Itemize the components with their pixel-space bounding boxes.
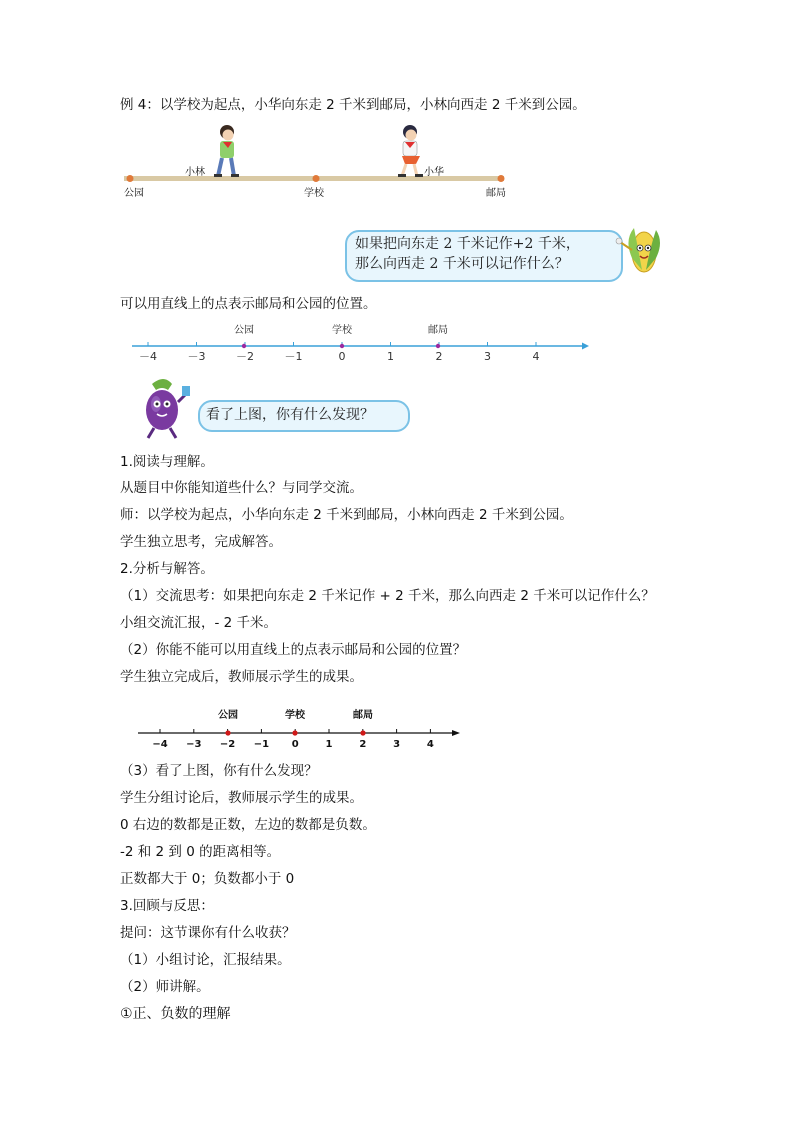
nl1-tick-label: 1: [387, 350, 394, 363]
nl2-tick-label: −3: [186, 739, 202, 750]
body2-line-8: （1）小组讨论，汇报结果。: [120, 952, 291, 968]
example-text: 例 4：以学校为起点，小华向东走 2 千米到邮局，小林向西走 2 千米到公园。: [120, 97, 586, 113]
body2-line-3: 0 右边的数都是正数，左边的数都是负数。: [120, 817, 376, 833]
nl1-dot-park: [242, 344, 246, 348]
nl1-tick-label: 3: [484, 350, 491, 363]
label-xiaolin: 小林: [185, 167, 205, 178]
speech-bubble-discovery: [198, 400, 410, 432]
body-line-6: （1）交流思考：如果把向东走 2 千米记作 + 2 千米，那么向西走 2 千米可以记作什么？: [120, 588, 655, 604]
body2-line-4: -2 和 2 到 0 的距离相等。: [120, 844, 281, 860]
nl1-tick-label: 0: [338, 350, 346, 363]
bubble-line-2: 那么向西走 2 千米可以记作什么？: [355, 256, 569, 272]
label-post: 邮局: [486, 188, 506, 199]
body2-line-1: （3）看了上图，你有什么发现？: [120, 763, 318, 779]
body2-line-7: 提问：这节课你有什么收获？: [120, 925, 296, 941]
nl1-dot-school: [340, 344, 344, 348]
body2-line-9: （2）师讲解。: [120, 979, 210, 995]
speech-bubble-question: [345, 230, 623, 282]
point-school-dot: [313, 175, 320, 182]
point-park-dot: [127, 175, 134, 182]
nl1-label-school: 学校: [332, 325, 352, 336]
nl2-tick-label: −2: [219, 739, 236, 750]
nl1-arrow: [582, 343, 589, 350]
body-line-7: 小组交流汇报，- 2 千米。: [120, 615, 278, 631]
nl1-tick-label: －2: [236, 350, 254, 363]
nl2-label-park: 公园: [218, 710, 238, 721]
body-line-9: 学生独立完成后，教师展示学生的成果。: [120, 669, 363, 685]
nl2-tick-label: 4: [426, 739, 434, 750]
label-school: 学校: [304, 188, 324, 199]
label-xiaohua: 小华: [424, 167, 444, 178]
nl2-tick-label: 3: [393, 739, 401, 750]
xiaohua-figure: [398, 125, 423, 177]
body-line-8: （2）你能不能可以用直线上的点表示邮局和公园的位置？: [120, 642, 467, 658]
nl2-tick-label: 0: [291, 739, 299, 750]
body2-line-6: 3.回顾与反思：: [120, 898, 214, 914]
xiaolin-figure: [214, 125, 239, 177]
nl2-tick-label: 1: [325, 739, 333, 750]
nl2-arrow: [452, 730, 460, 736]
nl1-dot-post: [436, 344, 440, 348]
number-line-1: [120, 318, 600, 370]
nl2-tick-label: 2: [359, 739, 367, 750]
body-line-4: 学生独立思考，完成解答。: [120, 534, 282, 550]
nl2-tick-label: −4: [152, 739, 168, 750]
nl1-label-post: 邮局: [428, 325, 448, 336]
bubble2-text: 看了上图，你有什么发现？: [206, 407, 374, 423]
nl1-tick-label: 4: [532, 350, 540, 363]
nl2-label-school: 学校: [285, 710, 305, 721]
nl2-label-post: 邮局: [353, 710, 373, 721]
eggplant-mascot-icon: [132, 372, 194, 442]
body2-line-5: 正数都大于 0；负数都小于 0: [120, 871, 295, 887]
body2-line-10: ①正、负数的理解: [120, 1006, 231, 1022]
nl2-dot-park: [225, 730, 230, 735]
body-line-1: 1.阅读与理解。: [120, 454, 214, 470]
nl2-dot-school: [292, 730, 297, 735]
body-line-5: 2.分析与解答。: [120, 561, 214, 577]
nl1-label-park: 公园: [234, 325, 254, 336]
nl2-tick-label: −1: [253, 739, 270, 750]
number-line-2: [130, 702, 470, 754]
bubble-line-1: 如果把向东走 2 千米记作+2 千米，: [355, 236, 580, 252]
corn-mascot-icon: [612, 220, 674, 282]
nl1-tick-label: 2: [435, 350, 443, 363]
point-post-dot: [498, 175, 505, 182]
nl1-tick-label: －3: [187, 350, 206, 363]
nl1-tick-label: －4: [139, 350, 157, 363]
label-park: 公园: [124, 188, 144, 199]
body-line-3: 师：以学校为起点，小华向东走 2 千米到邮局，小林向西走 2 千米到公园。: [120, 507, 573, 523]
body-line-2: 从题目中你能知道些什么？与同学交流。: [120, 480, 363, 496]
nl2-dot-post: [360, 730, 365, 735]
body2-line-2: 学生分组讨论后，教师展示学生的成果。: [120, 790, 363, 806]
numberline-intro: 可以用直线上的点表示邮局和公园的位置。: [120, 296, 377, 312]
nl1-tick-label: －1: [284, 350, 303, 363]
